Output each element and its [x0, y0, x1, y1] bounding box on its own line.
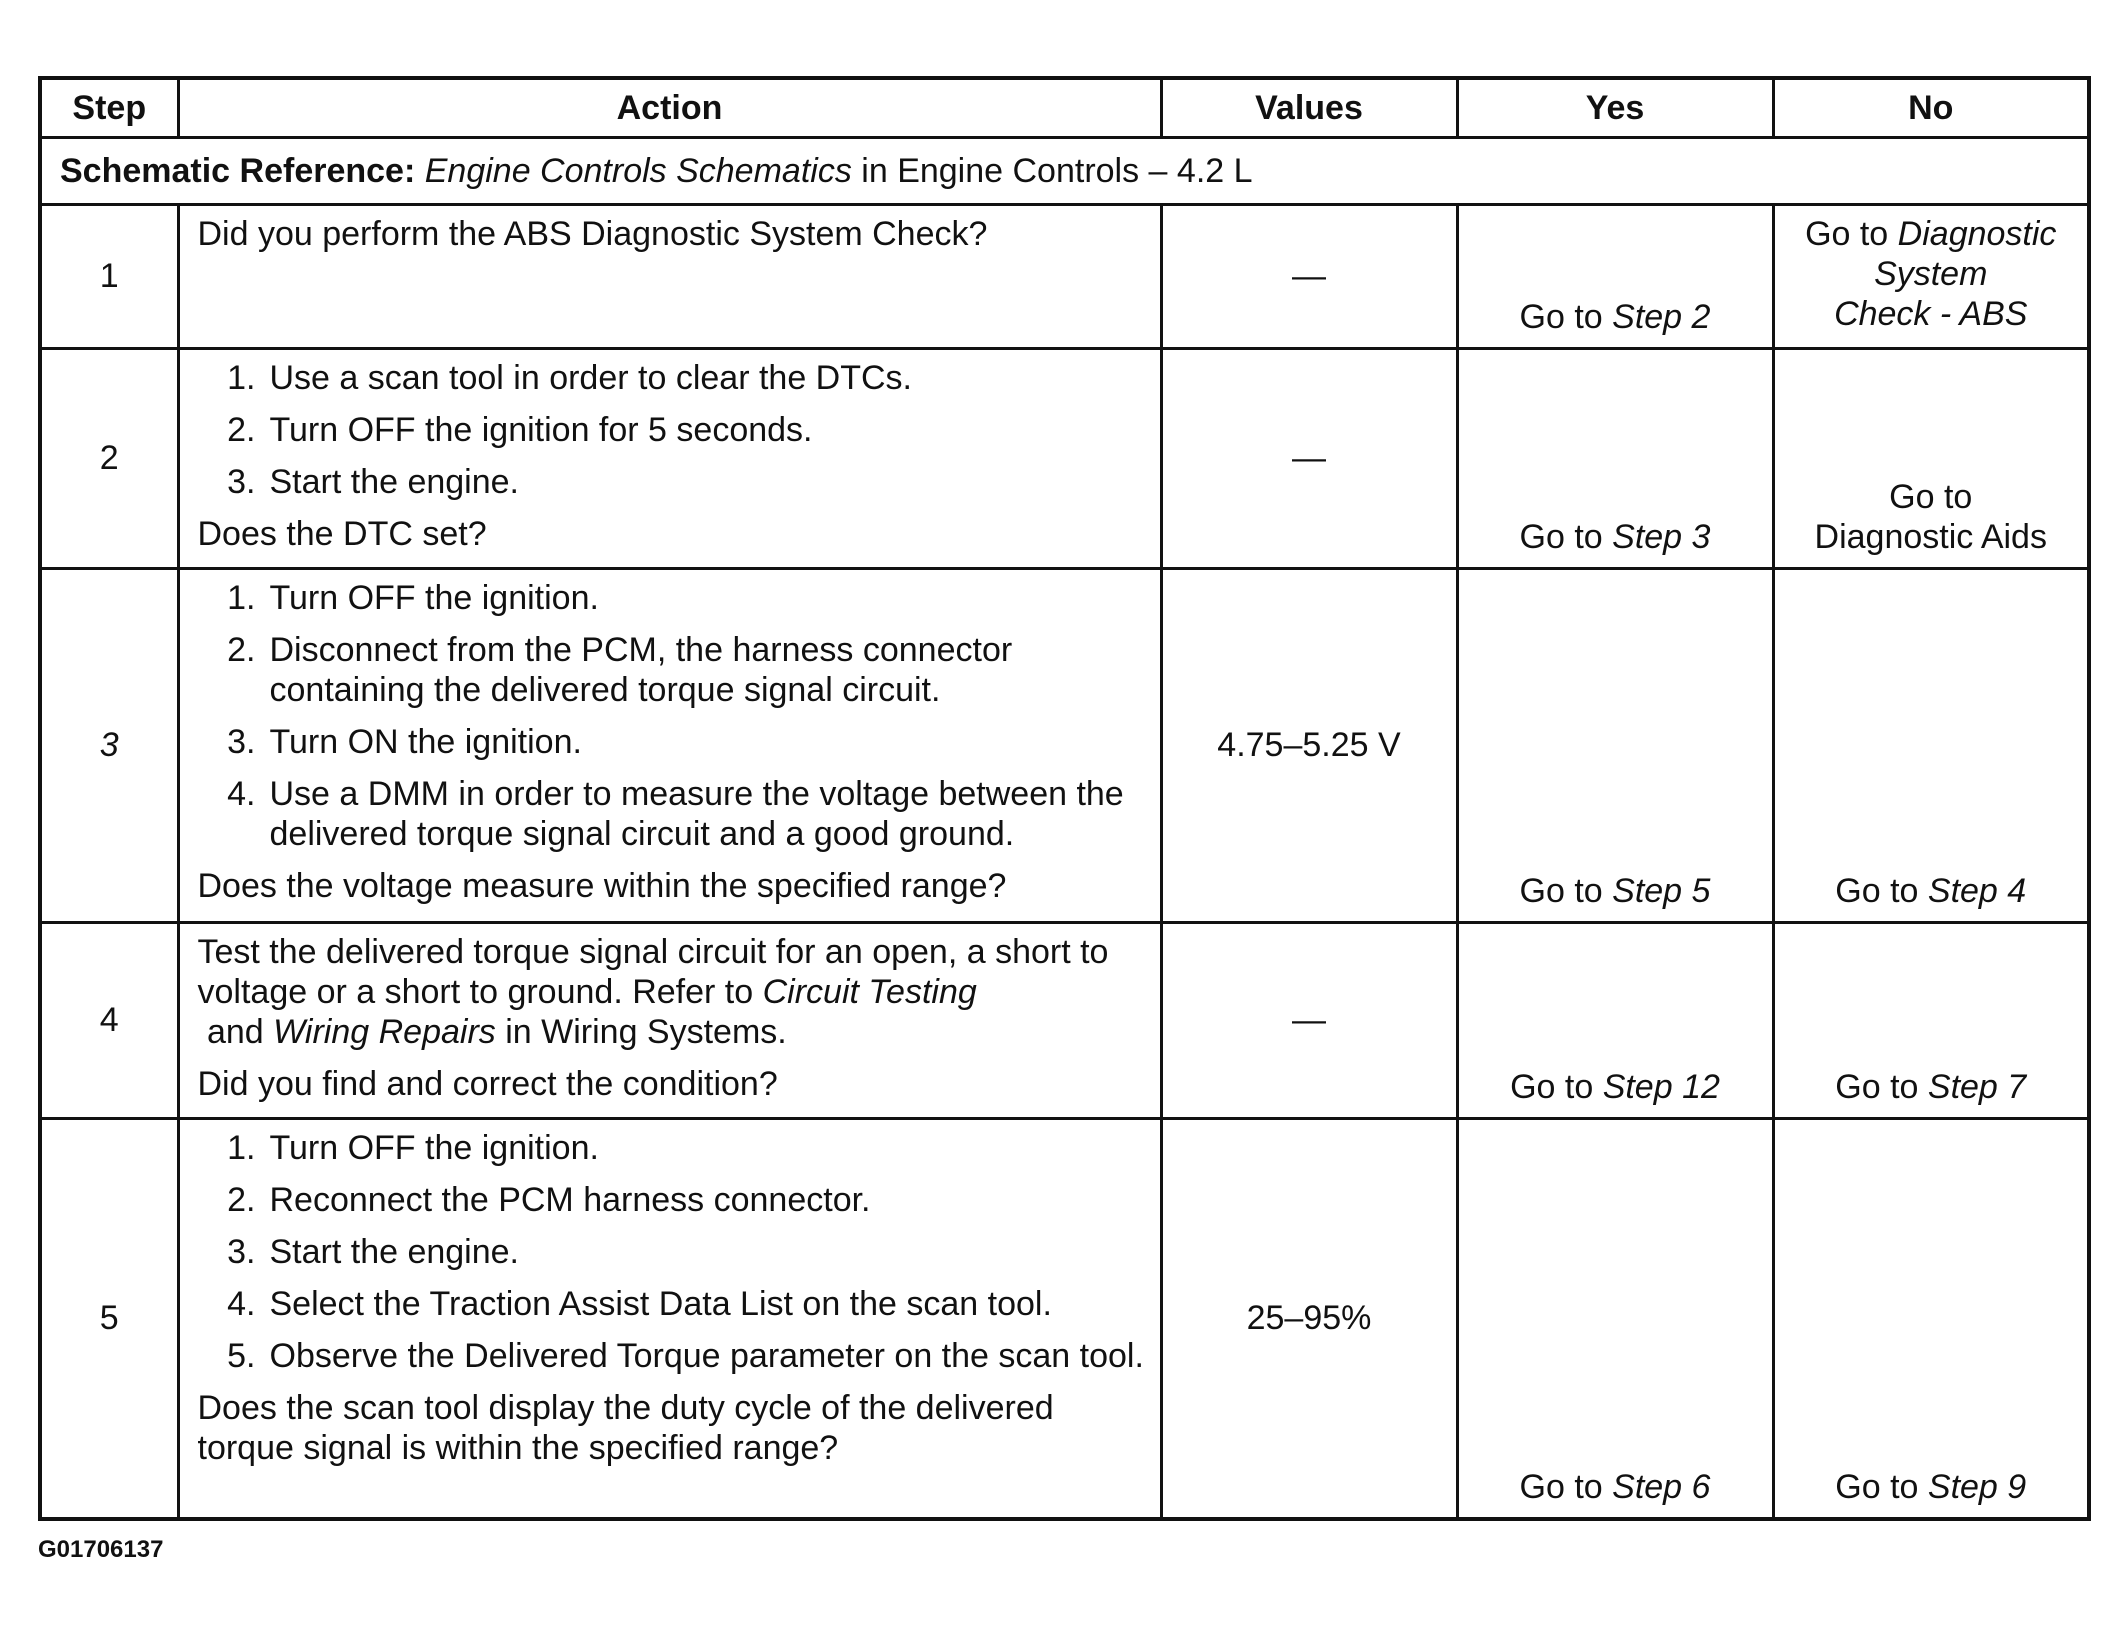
action-question: Does the voltage measure within the specified range? [197, 867, 1007, 905]
no-target: Diagnostic System [1874, 215, 2057, 293]
yes-prefix: Go to [1510, 1068, 1603, 1106]
schematic-reference-doc: Engine Controls Schematics [424, 151, 852, 190]
action-cell [178, 349, 1161, 569]
action-cell [178, 1119, 1161, 1519]
action-question: Does the scan tool display the duty cycle of the delivered torque signal is within the specified range? [197, 1389, 1054, 1467]
yes-prefix: Go to [1519, 1467, 1613, 1506]
header-yes: Yes [1457, 78, 1773, 138]
no-prefix: Go to [1835, 1467, 1928, 1506]
table-row-step-2 [40, 349, 2089, 569]
no-text-line-2: Diagnostic Aids [1814, 518, 2047, 556]
action-cell [178, 569, 1161, 923]
no-prefix: Go to [1805, 215, 1898, 253]
list-item: 4. Use a DMM in order to measure the voltage between the delivered torque signal circuit and a good ground. [227, 775, 1124, 853]
action-paragraph: Test the delivered torque signal circuit for an open, a short to voltage or a short to ground. Refer to Circuit Testing and Wiring Repairs in Wiring Systems. [197, 933, 1109, 1051]
step-number: 5 [40, 1119, 178, 1519]
action-cell [178, 923, 1161, 1119]
header-action: Action [178, 78, 1161, 138]
diagnostic-table [38, 76, 2091, 1521]
list-item: 2. Disconnect from the PCM, the harness connector containing the delivered torque signal circuit. [227, 631, 1013, 709]
list-item: 1. Use a scan tool in order to clear the DTCs. [227, 359, 912, 397]
yes-cell [1457, 349, 1773, 569]
table-row-step-1 [40, 205, 2089, 349]
yes-target: Step 2 [1612, 298, 1711, 336]
yes-prefix: Go to [1519, 872, 1613, 910]
no-cell [1773, 923, 2089, 1119]
action-question: Does the DTC set? [197, 515, 487, 553]
yes-target: Step 6 [1612, 1467, 1711, 1506]
schematic-reference-row [40, 138, 2089, 205]
no-target: Step 4 [1927, 872, 2027, 910]
step-number: 1 [40, 205, 178, 349]
action-steps-list [198, 578, 1148, 854]
no-cell [1773, 1119, 2089, 1519]
wiring-repairs-link[interactable]: Wiring Repairs [273, 1013, 496, 1051]
yes-target: Step 5 [1612, 872, 1711, 910]
list-item: 5. Observe the Delivered Torque parameter on the scan tool. [227, 1337, 1144, 1375]
action-steps-list [198, 1128, 1148, 1376]
value-cell: — [1161, 349, 1457, 569]
header-values: Values [1161, 78, 1457, 138]
yes-cell [1457, 205, 1773, 349]
value-cell: 25–95% [1161, 1119, 1457, 1519]
action-steps-list [198, 358, 1148, 502]
step-number: 3 [40, 569, 178, 923]
no-target: Step 7 [1927, 1068, 2027, 1106]
no-text: Go to [1889, 478, 1973, 516]
list-item: 3. Turn ON the ignition. [227, 723, 582, 761]
header-no: No [1773, 78, 2089, 138]
action-question: Did you perform the ABS Diagnostic System Check? [197, 215, 988, 253]
value-cell: 4.75–5.25 V [1161, 569, 1457, 923]
yes-prefix: Go to [1519, 518, 1613, 556]
list-item: 2. Turn OFF the ignition for 5 seconds. [227, 411, 813, 449]
yes-cell [1457, 923, 1773, 1119]
schematic-reference-section: Engine Controls – 4.2 L [897, 151, 1253, 190]
no-prefix: Go to [1835, 1068, 1928, 1106]
header-step: Step [40, 78, 178, 138]
no-target-line-2: Check - ABS [1834, 295, 2028, 333]
list-item: 2. Reconnect the PCM harness connector. [227, 1181, 871, 1219]
list-item: 1. Turn OFF the ignition. [227, 579, 599, 617]
yes-cell [1457, 1119, 1773, 1519]
table-row-step-3 [40, 569, 2089, 923]
action-question: Did you find and correct the condition? [197, 1065, 778, 1103]
header-row [40, 78, 2089, 138]
no-cell [1773, 569, 2089, 923]
list-item: 3. Start the engine. [227, 463, 520, 501]
value-cell: — [1161, 205, 1457, 349]
table-row-step-5 [40, 1119, 2089, 1519]
schematic-reference-label: Schematic Reference: [60, 151, 416, 190]
yes-cell [1457, 569, 1773, 923]
step-number: 2 [40, 349, 178, 569]
figure-id: G01706137 [38, 1536, 164, 1563]
list-item: 4. Select the Traction Assist Data List on the scan tool. [227, 1285, 1052, 1323]
schematic-reference-mid: in [851, 151, 898, 190]
no-target: Step 9 [1927, 1467, 2027, 1506]
yes-target: Step 12 [1602, 1068, 1720, 1106]
no-cell [1773, 349, 2089, 569]
table-row-step-4 [40, 923, 2089, 1119]
no-cell [1773, 205, 2089, 349]
schematic-reference [40, 138, 2089, 205]
list-item: 1. Turn OFF the ignition. [227, 1129, 599, 1167]
action-cell [178, 205, 1161, 349]
yes-target: Step 3 [1612, 518, 1711, 556]
step-number: 4 [40, 923, 178, 1119]
no-prefix: Go to [1835, 872, 1928, 910]
yes-prefix: Go to [1519, 298, 1613, 336]
value-cell: — [1161, 923, 1457, 1119]
circuit-testing-link[interactable]: Circuit Testing [762, 973, 977, 1011]
list-item: 3. Start the engine. [227, 1233, 520, 1271]
